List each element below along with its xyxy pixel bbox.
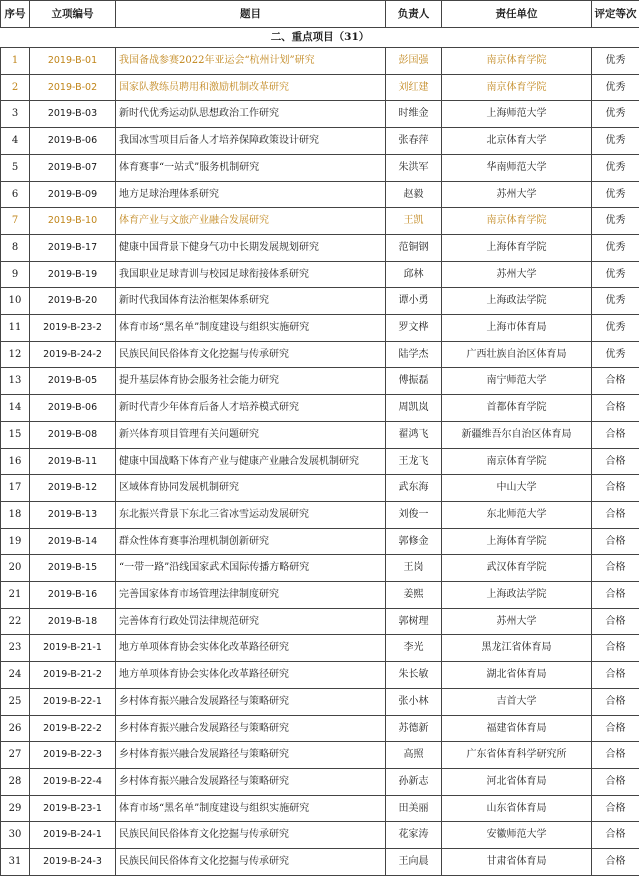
table-row [1,849,639,876]
cell-unit: 南宁师范大学 [442,368,592,395]
cell-no: 19 [1,528,30,555]
cell-lead: 王向晨 [386,849,442,876]
cell-code: 2019-B-19 [30,261,116,288]
cell-grade: 合格 [592,501,639,528]
cell-no: 17 [1,475,30,502]
cell-lead: 谭小勇 [386,288,442,315]
cell-title: 完善体育行政处罚法律规范研究 [116,608,386,635]
table-row [1,528,639,555]
cell-code: 2019-B-07 [30,154,116,181]
cell-lead: 李光 [386,635,442,662]
cell-title: 体育市场“黑名单”制度建设与组织实施研究 [116,795,386,822]
cell-code: 2019-B-15 [30,555,116,582]
header-code: 立项编号 [30,1,116,28]
cell-no: 6 [1,181,30,208]
cell-grade: 合格 [592,849,639,876]
cell-grade: 合格 [592,688,639,715]
cell-no: 30 [1,822,30,849]
cell-unit: 上海师范大学 [442,101,592,128]
cell-grade: 合格 [592,448,639,475]
header-no: 序号 [1,1,30,28]
table-row [1,234,639,261]
cell-grade: 优秀 [592,101,639,128]
cell-lead: 姜熙 [386,582,442,609]
cell-grade: 优秀 [592,154,639,181]
cell-grade: 合格 [592,368,639,395]
cell-code: 2019-B-22-3 [30,742,116,769]
cell-code: 2019-B-24-2 [30,341,116,368]
table-row [1,48,639,75]
cell-title: 乡村体育振兴融合发展路径与策略研究 [116,715,386,742]
cell-title: 东北振兴背景下东北三省冰雪运动发展研究 [116,501,386,528]
cell-code: 2019-B-21-1 [30,635,116,662]
table-row [1,688,639,715]
cell-unit: 华南师范大学 [442,154,592,181]
table-row [1,822,639,849]
cell-unit: 广东省体育科学研究所 [442,742,592,769]
cell-unit: 南京体育学院 [442,208,592,235]
cell-title: 新时代优秀运动队思想政治工作研究 [116,101,386,128]
cell-code: 2019-B-24-1 [30,822,116,849]
cell-grade: 合格 [592,395,639,422]
cell-grade: 优秀 [592,261,639,288]
cell-no: 22 [1,608,30,635]
table-row [1,582,639,609]
cell-lead: 郭修金 [386,528,442,555]
cell-lead: 陆学杰 [386,341,442,368]
cell-title: 地方足球治理体系研究 [116,181,386,208]
cell-unit: 上海体育学院 [442,234,592,261]
cell-grade: 优秀 [592,341,639,368]
cell-no: 16 [1,448,30,475]
cell-unit: 山东省体育局 [442,795,592,822]
table-body [1,48,639,876]
cell-code: 2019-B-23-1 [30,795,116,822]
table-row [1,101,639,128]
cell-grade: 优秀 [592,288,639,315]
cell-lead: 张春萍 [386,128,442,155]
table-row [1,154,639,181]
cell-code: 2019-B-12 [30,475,116,502]
table-row [1,475,639,502]
cell-title: 国家队教练员聘用和激励机制改革研究 [116,74,386,101]
cell-lead: 花家涛 [386,822,442,849]
cell-code: 2019-B-18 [30,608,116,635]
caption-row [1,28,639,48]
cell-code: 2019-B-22-1 [30,688,116,715]
cell-title: 区域体育协同发展机制研究 [116,475,386,502]
cell-lead: 刘俊一 [386,501,442,528]
cell-no: 31 [1,849,30,876]
cell-unit: 上海市体育局 [442,315,592,342]
table-row [1,288,639,315]
cell-no: 20 [1,555,30,582]
cell-grade: 优秀 [592,128,639,155]
cell-unit: 吉首大学 [442,688,592,715]
cell-unit: 北京体育大学 [442,128,592,155]
table-row [1,608,639,635]
table-row [1,368,639,395]
cell-code: 2019-B-20 [30,288,116,315]
cell-grade: 合格 [592,528,639,555]
cell-lead: 王龙飞 [386,448,442,475]
cell-no: 21 [1,582,30,609]
cell-title: 乡村体育振兴融合发展路径与策略研究 [116,742,386,769]
table-row [1,715,639,742]
cell-lead: 赵毅 [386,181,442,208]
cell-code: 2019-B-10 [30,208,116,235]
cell-grade: 优秀 [592,181,639,208]
table-row [1,261,639,288]
cell-code: 2019-B-22-4 [30,768,116,795]
cell-unit: 甘肃省体育局 [442,849,592,876]
cell-code: 2019-B-09 [30,181,116,208]
cell-code: 2019-B-02 [30,74,116,101]
cell-code: 2019-B-06 [30,128,116,155]
cell-lead: 田美丽 [386,795,442,822]
cell-title: 我国冰雪项目后备人才培养保障政策设计研究 [116,128,386,155]
cell-unit: 广西壮族自治区体育局 [442,341,592,368]
cell-grade: 合格 [592,742,639,769]
table-row [1,555,639,582]
cell-code: 2019-B-05 [30,368,116,395]
cell-grade: 合格 [592,608,639,635]
cell-lead: 周凯岚 [386,395,442,422]
cell-code: 2019-B-22-2 [30,715,116,742]
cell-no: 9 [1,261,30,288]
cell-unit: 首都体育学院 [442,395,592,422]
cell-lead: 武东海 [386,475,442,502]
table-row [1,795,639,822]
cell-code: 2019-B-21-2 [30,662,116,689]
cell-unit: 南京体育学院 [442,74,592,101]
cell-no: 18 [1,501,30,528]
cell-unit: 南京体育学院 [442,48,592,75]
cell-grade: 合格 [592,795,639,822]
cell-title: 体育产业与文旅产业融合发展研究 [116,208,386,235]
cell-code: 2019-B-01 [30,48,116,75]
cell-no: 23 [1,635,30,662]
cell-lead: 王凯 [386,208,442,235]
cell-lead: 傅振磊 [386,368,442,395]
cell-code: 2019-B-24-3 [30,849,116,876]
cell-no: 27 [1,742,30,769]
cell-title: 民族民间民俗体育文化挖掘与传承研究 [116,822,386,849]
header-grade: 评定等次 [592,1,639,28]
cell-title: 我国职业足球青训与校园足球衔接体系研究 [116,261,386,288]
cell-no: 11 [1,315,30,342]
cell-unit: 上海体育学院 [442,528,592,555]
cell-title: 民族民间民俗体育文化挖掘与传承研究 [116,341,386,368]
table-caption: 二、重点项目（31） [1,28,639,48]
table-row [1,341,639,368]
cell-title: 新兴体育项目管理有关问题研究 [116,421,386,448]
cell-grade: 合格 [592,582,639,609]
cell-no: 28 [1,768,30,795]
cell-grade: 优秀 [592,208,639,235]
cell-grade: 优秀 [592,48,639,75]
cell-unit: 新疆维吾尔自治区体育局 [442,421,592,448]
cell-title: 新时代青少年体育后备人才培养模式研究 [116,395,386,422]
cell-no: 8 [1,234,30,261]
cell-no: 12 [1,341,30,368]
cell-code: 2019-B-11 [30,448,116,475]
cell-no: 7 [1,208,30,235]
cell-title: 群众性体育赛事治理机制创新研究 [116,528,386,555]
cell-code: 2019-B-03 [30,101,116,128]
cell-title: 完善国家体育市场管理法律制度研究 [116,582,386,609]
cell-unit: 上海政法学院 [442,288,592,315]
cell-title: 民族民间民俗体育文化挖掘与传承研究 [116,849,386,876]
cell-grade: 合格 [592,715,639,742]
cell-unit: 南京体育学院 [442,448,592,475]
cell-lead: 彭国强 [386,48,442,75]
cell-no: 1 [1,48,30,75]
table-row [1,74,639,101]
cell-title: 体育市场“黑名单”制度建设与组织实施研究 [116,315,386,342]
cell-code: 2019-B-16 [30,582,116,609]
cell-no: 24 [1,662,30,689]
cell-grade: 合格 [592,475,639,502]
table-row [1,128,639,155]
cell-lead: 邱林 [386,261,442,288]
cell-code: 2019-B-06 [30,395,116,422]
cell-unit: 安徽师范大学 [442,822,592,849]
cell-lead: 范铜钢 [386,234,442,261]
cell-grade: 合格 [592,662,639,689]
cell-title: 提升基层体育协会服务社会能力研究 [116,368,386,395]
cell-grade: 合格 [592,421,639,448]
header-title: 题目 [116,1,386,28]
cell-code: 2019-B-23-2 [30,315,116,342]
cell-no: 15 [1,421,30,448]
cell-unit: 中山大学 [442,475,592,502]
cell-lead: 时维金 [386,101,442,128]
cell-no: 26 [1,715,30,742]
cell-grade: 优秀 [592,234,639,261]
cell-code: 2019-B-08 [30,421,116,448]
header-unit: 责任单位 [442,1,592,28]
cell-lead: 郭树理 [386,608,442,635]
cell-lead: 高照 [386,742,442,769]
table-row [1,208,639,235]
table-row [1,181,639,208]
cell-no: 2 [1,74,30,101]
cell-code: 2019-B-14 [30,528,116,555]
cell-title: 地方单项体育协会实体化改革路径研究 [116,662,386,689]
table-row [1,662,639,689]
cell-grade: 合格 [592,555,639,582]
table-row [1,448,639,475]
cell-title: 我国备战参赛2022年亚运会“杭州计划”研究 [116,48,386,75]
cell-grade: 优秀 [592,315,639,342]
cell-lead: 朱长敏 [386,662,442,689]
cell-title: 乡村体育振兴融合发展路径与策略研究 [116,768,386,795]
cell-no: 29 [1,795,30,822]
header-lead: 负责人 [386,1,442,28]
cell-grade: 合格 [592,768,639,795]
cell-unit: 上海政法学院 [442,582,592,609]
cell-title: 体育赛事“一站式”服务机制研究 [116,154,386,181]
cell-no: 4 [1,128,30,155]
cell-title: 新时代我国体育法治框架体系研究 [116,288,386,315]
cell-unit: 苏州大学 [442,181,592,208]
table-row [1,501,639,528]
cell-title: 地方单项体育协会实体化改革路径研究 [116,635,386,662]
cell-no: 13 [1,368,30,395]
cell-unit: 东北师范大学 [442,501,592,528]
cell-title: 健康中国战略下体育产业与健康产业融合发展机制研究 [116,448,386,475]
cell-lead: 朱洪军 [386,154,442,181]
table-row [1,315,639,342]
cell-title: 乡村体育振兴融合发展路径与策略研究 [116,688,386,715]
cell-lead: 王岗 [386,555,442,582]
cell-lead: 张小林 [386,688,442,715]
cell-no: 10 [1,288,30,315]
cell-grade: 优秀 [592,74,639,101]
table-row [1,395,639,422]
cell-unit: 武汉体育学院 [442,555,592,582]
cell-unit: 苏州大学 [442,261,592,288]
cell-code: 2019-B-13 [30,501,116,528]
cell-lead: 罗文桦 [386,315,442,342]
cell-title: 健康中国背景下健身气功中长期发展规划研究 [116,234,386,261]
cell-lead: 翟鸿飞 [386,421,442,448]
cell-unit: 福建省体育局 [442,715,592,742]
table-row [1,635,639,662]
table-row [1,421,639,448]
cell-code: 2019-B-17 [30,234,116,261]
cell-lead: 孙新志 [386,768,442,795]
cell-lead: 苏德新 [386,715,442,742]
header-row [1,1,639,28]
cell-unit: 黑龙江省体育局 [442,635,592,662]
cell-unit: 湖北省体育局 [442,662,592,689]
table-row [1,768,639,795]
cell-no: 5 [1,154,30,181]
cell-lead: 刘红建 [386,74,442,101]
cell-grade: 合格 [592,635,639,662]
cell-no: 14 [1,395,30,422]
cell-unit: 苏州大学 [442,608,592,635]
cell-unit: 河北省体育局 [442,768,592,795]
cell-title: “一带一路”沿线国家武术国际传播方略研究 [116,555,386,582]
cell-no: 25 [1,688,30,715]
cell-grade: 合格 [592,822,639,849]
table-row [1,742,639,769]
cell-no: 3 [1,101,30,128]
